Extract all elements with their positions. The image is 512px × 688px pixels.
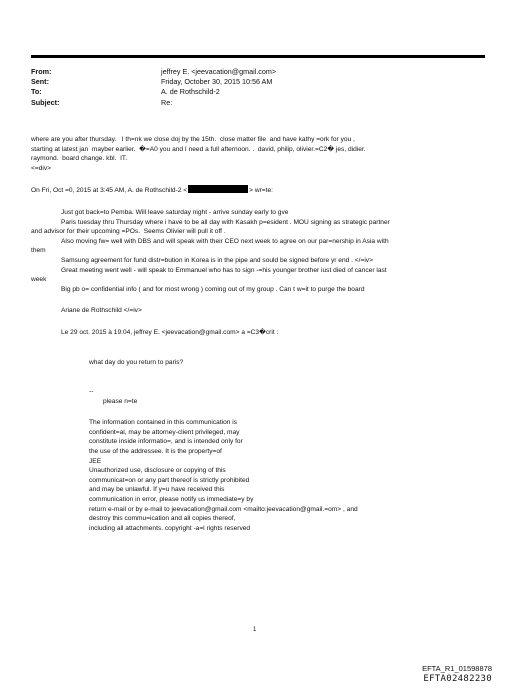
email-body [31, 135, 481, 533]
quote-header [31, 185, 481, 196]
quote-line-2a: Paris tuesday thru Thursday where i have to be all day with Kasakh p=esident . MOU signing as strategic partner [61, 218, 390, 226]
disclaimer-line: constitute inside informatio=, and is intended only for [89, 438, 243, 446]
from-row [31, 67, 485, 77]
please-note: please n=te [103, 397, 138, 405]
question-line: what day do you return to paris? [89, 358, 184, 366]
reply-line-1: where are you after thursday. I th=nk we close doj by the 15th. close matter file and have kathy =ork for you , [31, 136, 355, 143]
disclaimer-line: Unauthorized use, disclosure or copying of this [89, 467, 226, 475]
sent-value: Friday, October 30, 2015 10:56 AM [161, 77, 273, 87]
quote-header-end: > wr=te: [249, 187, 273, 195]
reply-line-3: raymond. board change. kbl. IT. [31, 155, 128, 163]
from-label: From: [31, 67, 52, 76]
subject-row [31, 98, 485, 108]
quote-line-5b: week [31, 276, 47, 284]
signature: Ariane de Rothschild </=iv> [61, 307, 142, 315]
bates-number-small: EFTA_R1_01598878 [422, 664, 492, 673]
disclaimer-line: including all attachments. copyright -a=l rights reserved [89, 524, 251, 532]
quote-line-2b: and advisor for their upcoming =POs. Seems Olivier will pull it off . [31, 228, 226, 236]
redaction-box [188, 185, 248, 193]
quote-line-3b: them [31, 247, 46, 255]
quote-line-3a: Also moving fw= well with DBS and will speak with their CEO next week to agree on our par=nership in Asia with [61, 237, 389, 245]
disclaimer-line: confident=al, may be attorney-client privileged, may [89, 428, 240, 436]
quote-header-start: On Fri, Oct =0, 2015 at 3:45 AM, A. de Rothschild-2 < [31, 187, 188, 195]
quote-line-5a: Great meeting went well - will speak to Emmanuel who has to sign -=his younger brother iust died of cancer last [61, 266, 387, 274]
quote-line-4: Samsung agreement for fund distr=bution in Korea is in the pipe and sould be signed before yr end . </=iv> [61, 256, 373, 264]
disclaimer-line: the use of the addressee. It is the property=of [89, 448, 222, 456]
email-header [31, 67, 485, 108]
to-row [31, 87, 485, 97]
disclaimer-line: communicat=on or any part thereof is strictly prohibited [89, 476, 250, 484]
disclaimer-line: and may be unlawful. If y=u have received this [89, 486, 225, 494]
reply-line-4: <=div> [31, 164, 51, 172]
disclaimer-block [31, 418, 481, 533]
subject-value: Re: [161, 97, 173, 107]
disclaimer-line: The information contained in this communication is [89, 419, 238, 427]
page-number: 1 [253, 627, 257, 633]
disclaimer-line: JEE [89, 457, 102, 465]
to-label: To: [31, 87, 42, 97]
bates-number-large: EFTA02482230 [423, 674, 492, 684]
to-value: A. de Rothschild-2 [161, 87, 220, 97]
signature-dashes: -- [89, 388, 94, 396]
sent-label: Sent: [31, 77, 49, 87]
header-rule [31, 55, 485, 58]
nested-quote-header: Le 29 oct. 2015 à 19:04, jeffrey E. <jeevacation@gmail.com> a =C3�crit : [61, 328, 279, 336]
disclaimer-line: communication in error, please notify us immediate=y by [89, 496, 254, 504]
disclaimer-line: return e-mail or by e-mail to jeevacation@gmail.com <mailto:jeevacation@gmail.=om> , and [89, 505, 358, 513]
subject-label: Subject: [31, 97, 60, 107]
disclaimer-line: destroy this commu=ication and all copies thereof, [89, 515, 236, 523]
reply-line-2: starting at latest jan mayber earlier. �=A0 you and I need a full afternoon. . david, philip, olivier.=C2� jes, didier. [31, 145, 366, 153]
from-value: jeffrey E. <jeevacation@gmail.com> [161, 67, 277, 76]
sent-row [31, 77, 485, 87]
quote-line-1: Just got back=to Pemba. Will leave saturday night - arrive sunday early to gve [61, 208, 289, 216]
quote-line-6: Big pb o= confidential info ( and for most wrong ) coming out of my group . Can t w=it to purge the board [61, 285, 365, 293]
